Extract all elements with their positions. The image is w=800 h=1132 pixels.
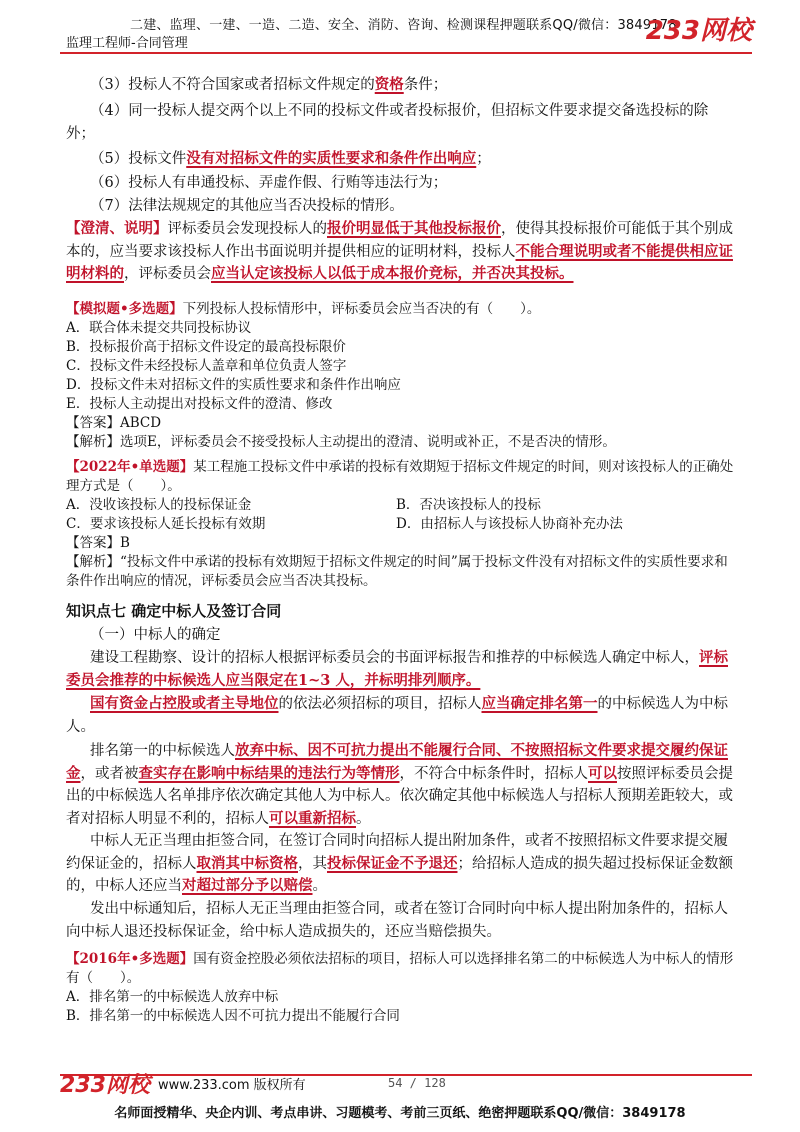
q3-stem: 国有资金控股必须依法招标的项目，招标人可以选择排名第二的中标候选人为中标人的情形有（ ）。: [66, 951, 734, 986]
item-5-end: ；: [476, 151, 491, 167]
q2-answer: 【答案】B: [66, 535, 130, 551]
q3-tag: 【2016年•多选题】: [66, 951, 194, 967]
paragraph-5: 发出中标通知后，招标人无正当理由拒签合同，或者在签订合同时向中标人提出附加条件的，招标人向中标人退还投标保证金，给中标人造成损失的，还应当赔偿损失。: [66, 901, 728, 940]
p3-highlight-1: 放弃中标、因不可抗力提出不能履行合同、不按照招标文件要求提交履约保证金: [66, 742, 728, 782]
p1-text-1: 建设工程勘察、设计的招标人根据评标委员会的书面评标报告和推荐的中标候选人确定中标人，: [90, 650, 699, 666]
header-subtitle: 监理工程师-合同管理: [66, 36, 188, 51]
section-title: 知识点七 确定中标人及签订合同: [66, 602, 282, 620]
clarify-text-2: ，使得其投标报价可能低于其个别成本的，应当要求该投标人作出书面说明并提供相应的证明材料，投标人: [66, 221, 733, 260]
q1-stem: 下列投标人投标情形中，评标委员会应当否决的有（ ）。: [182, 301, 541, 317]
q1-option-b: B．投标报价高于招标文件设定的最高投标限价: [66, 339, 346, 355]
clarify-highlight-2: 不能合理说明或者不能提供相应证明材料的: [66, 242, 733, 282]
paragraph-3: [66, 740, 734, 830]
p3-highlight-4: 可以重新招标: [269, 809, 356, 827]
q3-option-b: B．排名第一的中标候选人因不可抗力提出不能履行合同: [66, 1008, 400, 1024]
p3-text-5: 。: [356, 810, 371, 827]
p4-text-3: ；给招标人造成的损失超过投标保证金数额的，中标人还应当: [66, 855, 733, 894]
p4-text-1: 中标人无正当理由拒签合同，在签订合同时向招标人提出附加条件，或者不按照招标文件要求提交履约保证金的，招标人: [66, 833, 728, 872]
p4-highlight-1: 取消其中标资格: [196, 854, 298, 872]
list-item-7: （7）法律法规规定的其他应当否决投标的情形。: [90, 198, 404, 214]
p3-highlight-3: 可以: [588, 764, 617, 782]
header-divider: [60, 52, 752, 54]
p2-highlight-2: 应当确定排名第一: [481, 695, 598, 712]
p3-text-2: ，或者被: [80, 765, 139, 782]
page-number: 54 / 128: [388, 1076, 446, 1090]
p3-text-1: 排名第一的中标候选人: [90, 743, 235, 759]
clarify-text-3: ，评标委员会: [124, 266, 211, 282]
clarify-highlight-3: 应当认定该投标人以低于成本报价竞标，并否决其投标。: [211, 265, 574, 282]
question-1: [66, 300, 734, 452]
clarify-highlight-1: 报价明显低于其他投标报价: [327, 220, 501, 237]
q1-answer: 【答案】ABCD: [66, 415, 162, 431]
q2-analysis: 【解析】“投标文件中承诺的投标有效期短于招标文件规定的时间”属于投标文件没有对招标文件的实质性要求和条件作出响应的情况，评标委员会应当否决其投标。: [66, 554, 728, 589]
q1-option-e: E．投标人主动提出对投标文件的澄清、修改: [66, 396, 333, 412]
item-3-highlight: 资格: [374, 76, 404, 93]
footer-site: www.233.com 版权所有: [158, 1078, 306, 1093]
item-5-highlight: 没有对招标文件的实质性要求和条件作出响应: [186, 150, 477, 167]
p2-text-2: 的中标候选人为中标人。: [66, 696, 728, 735]
p2-text-1: 的依法必须招标的项目，招标人: [278, 696, 482, 712]
list-item-6: （6）投标人有串通投标、弄虚作假、行贿等违法行为；: [90, 175, 448, 191]
clarify-paragraph: [66, 218, 734, 286]
p3-text-3: ，不符合中标条件时，招标人: [399, 765, 588, 782]
q2-option-a: A．没收该投标人的投标保证金: [66, 497, 252, 513]
q1-tag: 【模拟题•多选题】: [66, 301, 183, 317]
item-5-text: （5）投标文件: [90, 151, 187, 167]
p2-highlight-1: 国有资金占控股或者主导地位: [90, 695, 279, 712]
p3-text-4: 按照评标委员会提出的中标候选人名单排序依次确定其他人为中标人。依次确定其他中标候选人与招标人预期差距较大，或者对招标人明显不利的，招标人: [66, 765, 733, 827]
item-3-end: 条件；: [403, 77, 448, 93]
q1-option-c: C．投标文件未经投标人盖章和单位负责人签字: [66, 358, 347, 374]
p4-highlight-3: 对超过部分予以赔偿: [182, 877, 313, 894]
section-subtitle: （一）中标人的确定: [90, 627, 221, 643]
footer-contact-line: 名师面授精华、央企内训、考点串讲、习题模考、考前三页纸、绝密押题联系QQ/微信：3849178: [114, 1106, 686, 1121]
clarify-tag: 【澄清、说明】: [66, 220, 168, 237]
paragraph-4: [66, 830, 734, 898]
p3-highlight-2: 查实存在影响中标结果的违法行为等情形: [138, 764, 400, 782]
list-item-5: [66, 148, 734, 171]
q3-option-a: A．排名第一的中标候选人放弃中标: [66, 989, 279, 1005]
q2-option-b: B．否决该投标人的投标: [396, 497, 541, 513]
q2-tag: 【2022年•单选题】: [66, 459, 194, 475]
question-3: [66, 950, 734, 1026]
question-2: [66, 458, 734, 591]
paragraph-1: [66, 647, 734, 692]
clarify-text-1: 评标委员会发现投标人的: [167, 221, 327, 237]
footer-logo: 233网校: [60, 1073, 150, 1098]
q2-option-d: D．由招标人与该投标人协商补充办法: [396, 516, 623, 532]
list-item-3: [66, 74, 734, 97]
p4-highlight-2: 投标保证金不予退还: [327, 854, 458, 872]
list-item-4: （4）同一投标人提交两个以上不同的投标文件或者投标报价，但招标文件要求提交备选投标的除外；: [66, 103, 709, 142]
q1-option-d: D．投标文件未对招标文件的实质性要求和条件作出响应: [66, 377, 401, 393]
p1-highlight-1: 评标委员会推荐的中标候选人应当限定在1~3 人，并标明排列顺序。: [66, 649, 728, 689]
brand-logo: 233网校: [645, 16, 752, 46]
item-3-text: （3）投标人不符合国家或者招标文件规定的: [90, 77, 375, 93]
p4-text-4: 。: [312, 878, 327, 894]
header-contact-line: 二建、监理、一建、一造、二造、安全、消防、咨询、检测课程押题联系QQ/微信：3849178: [130, 18, 677, 33]
p4-text-2: ，其: [298, 855, 327, 872]
q2-option-c: C．要求该投标人延长投标有效期: [66, 516, 266, 532]
paragraph-2: [66, 693, 734, 738]
q1-analysis: 【解析】选项E，评标委员会不接受投标人主动提出的澄清、说明或补正，不是否决的情形。: [66, 434, 616, 450]
q2-stem: 某工程施工投标文件中承诺的投标有效期短于招标文件规定的时间，则对该投标人的正确处理方式是（ ）。: [66, 459, 734, 494]
q1-option-a: A．联合体未提交共同投标协议: [66, 320, 252, 336]
